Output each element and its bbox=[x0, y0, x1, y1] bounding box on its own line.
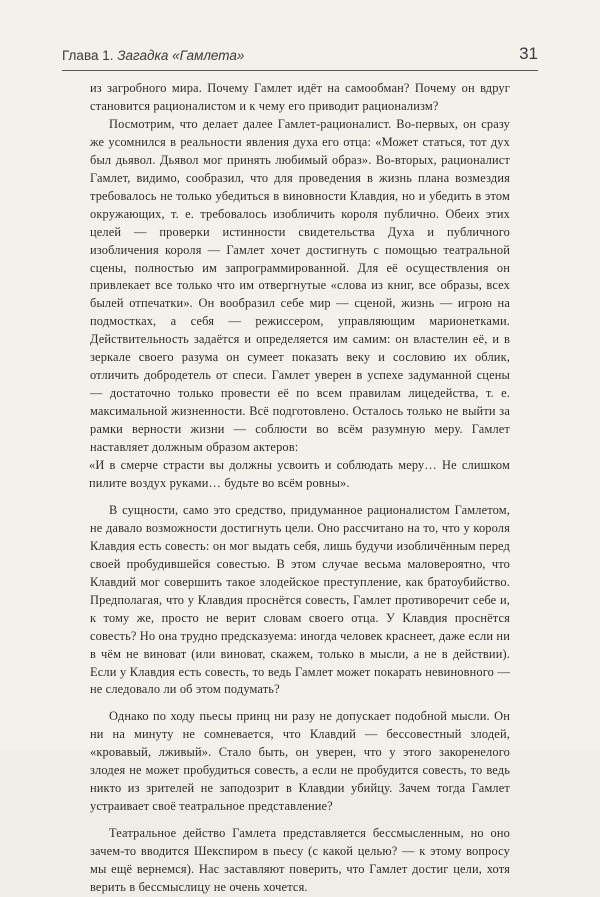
page-number: 31 bbox=[519, 44, 538, 63]
running-header bbox=[62, 44, 538, 68]
quote-paragraph: «И в смерче страсти вы должны усвоить и соблюдать меру… Не слишком пилите воздух руками… будьте во всём ровны». bbox=[89, 458, 510, 490]
paragraph-1: из загробного мира. Почему Гамлет идёт на самообман? Почему он вдруг становится рационалистом и к чему его приводит рационализм? bbox=[90, 81, 510, 113]
body-text bbox=[90, 80, 510, 897]
chapter-heading bbox=[62, 48, 244, 63]
paragraph-4: Однако по ходу пьесы принц ни разу не допускает подобной мысли. Он ни на минуту не сомневается, что Клавдий — бессовестный злодей, «кровавый, лживый». Стало быть, он уверен, что у этого закоренелого злодея не может пробудиться совесть, а если не пробудится совесть, то ведь никто из зрителей не заподозрит в Клавдии убийцу. Зачем тогда Гамлет устраивает своё театральное представление? bbox=[90, 709, 510, 814]
chapter-title: Загадка «Гамлета» bbox=[117, 48, 245, 63]
header-rule bbox=[62, 70, 538, 71]
paragraph-2: Посмотрим, что делает далее Гамлет-рационалист. Во-первых, он сразу же усомнился в реальности явления духа его отца: «Может статься, тот дух был дьявол. Дьявол мог принять любимый образ». Во-вторых, рационалист Гамлет, видимо, сообразил, что для проведения в жизнь плана возмездия требовалось не только убедиться в виновности Клавдия, но и убедить в этом окружающих, т. е. требовалось изобличить короля публично. Обеих этих целей — проверки истинности свидетельства Духа и публичного изобличения короля — Гамлет хочет достигнуть с помощью театральной сцены, полностью им запрограммированной. Для её осуществления он привлекает все только что им отвергнутые «слова из книг, все образы, всех былей отпечатки». Он вообразил себе мир — сценой, жизнь — игрою на подмостках, а себя — режиссером, управляющим марионетками. Действительность задаётся и определяется им самим: он властелин её, и в зеркале своего разума он сумеет показать веку и сословию их облик, отличить добродетель от спеси. Гамлет уверен в успехе задуманной сцены — достаточно только провести её по всем правилам лицедейства, т. е. максимальной жизненности. Всё подготовлено. Осталось только не выйти за рамки верности жизни — соблюсти во всём разумную меру. Гамлет наставляет должным образом актеров: bbox=[90, 116, 510, 455]
chapter-label: Глава 1. bbox=[62, 48, 114, 63]
paragraph-3: В сущности, само это средство, придуманное рационалистом Гамлетом, не давало возможности достигнуть цели. Оно рассчитано на то, что у короля Клавдия есть совесть: он мог выдать себя, лишь будучи изобличённым перед своей пробудившейся совестью. В этом случае весьма маловероятно, что Клавдий мог совершить такое злодейское преступление, как братоубийство. Предполагая, что у Клавдия проснётся совесть, Гамлет противоречит себе и, к тому же, просто не верит словам своего отца. У Клавдия проснётся совесть? Но она трудно предсказуема: иногда человек краснеет, даже если ни в чём не виноват (или виноват, скажем, только в мысли, а не в действии). Если у Клавдия есть совесть, то ведь Гамлет может покарать невиновного — не следовало ли об этом подумать? bbox=[90, 502, 510, 697]
paragraph-5: Театральное действо Гамлета представляется бессмысленным, но оно зачем-то вводится Шекспиром в пьесу (с какой целью? — к этому вопросу мы ещё вернемся). Нас заставляют поверить, что Гамлет достиг цели, хотя верить в бессмыслицу не очень хочется. bbox=[90, 826, 510, 894]
